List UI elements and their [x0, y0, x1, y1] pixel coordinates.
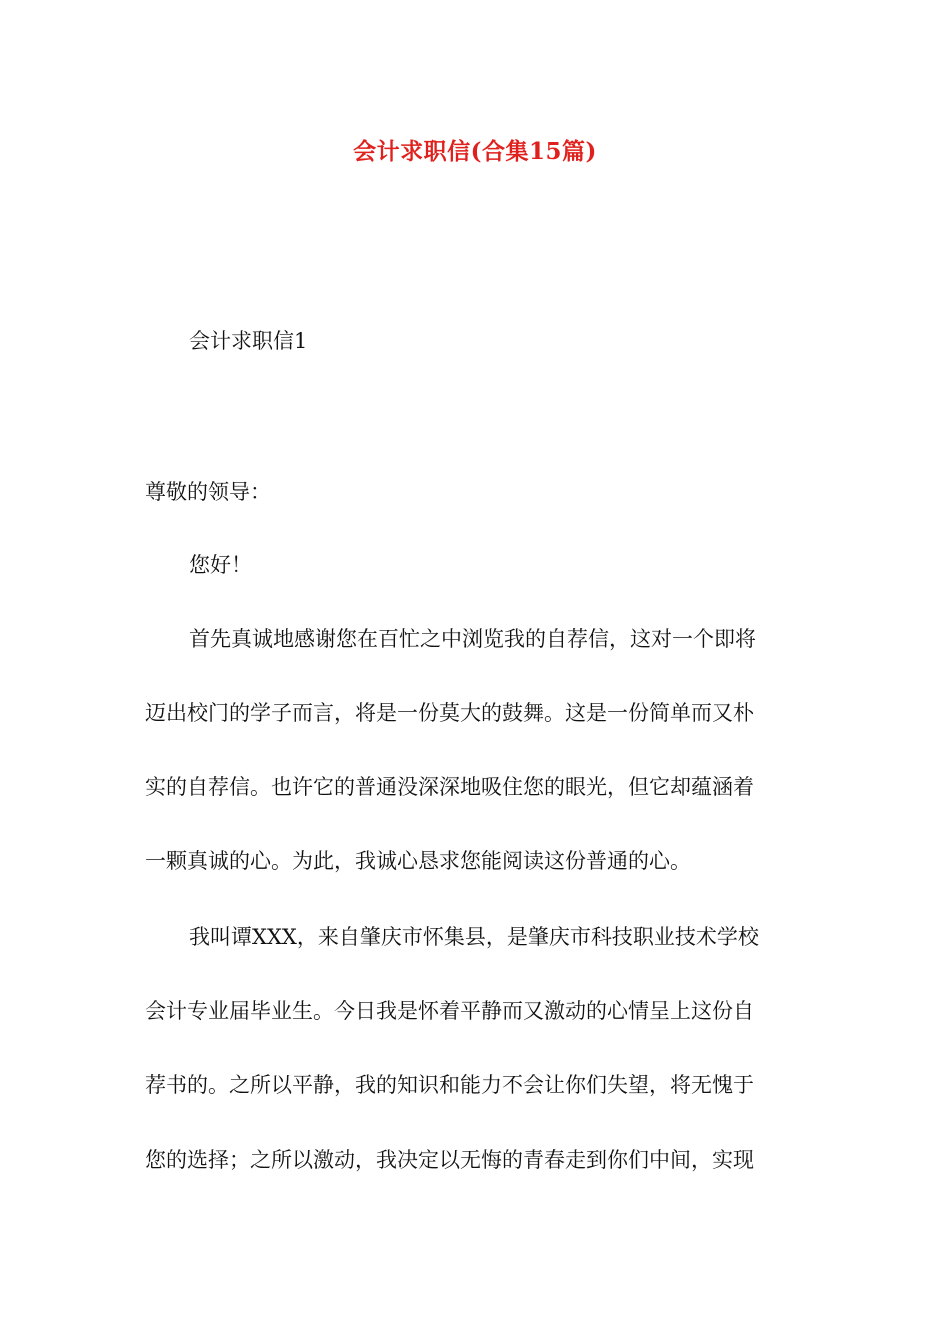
paragraph-line: 一颗真诚的心。为此，我诚心恳求您能阅读这份普通的心。: [145, 849, 691, 873]
paragraph-line: 实的自荐信。也许它的普通没深深地吸住您的眼光，但它却蕴涵着: [145, 775, 754, 799]
paragraph-line: 荐书的。之所以平静，我的知识和能力不会让你们失望，将无愧于: [145, 1073, 754, 1097]
paragraph-line: 会计专业届毕业生。今日我是怀着平静而又激动的心情呈上这份自: [145, 999, 754, 1023]
salutation: 尊敬的领导：: [145, 480, 271, 504]
paragraph-line: 首先真诚地感谢您在百忙之中浏览我的自荐信，这对一个即将: [189, 627, 756, 651]
paragraph-line: 我叫谭XXX，来自肇庆市怀集县，是肇庆市科技职业技术学校: [189, 925, 759, 949]
paragraph-line: 迈出校门的学子而言，将是一份莫大的鼓舞。这是一份简单而又朴: [145, 701, 754, 725]
greeting: 您好！: [189, 553, 252, 577]
paragraph-line: 您的选择；之所以激动，我决定以无悔的青春走到你们中间，实现: [145, 1148, 754, 1172]
document-title: 会计求职信(合集15篇): [353, 138, 597, 165]
section-heading: 会计求职信1: [189, 329, 308, 353]
